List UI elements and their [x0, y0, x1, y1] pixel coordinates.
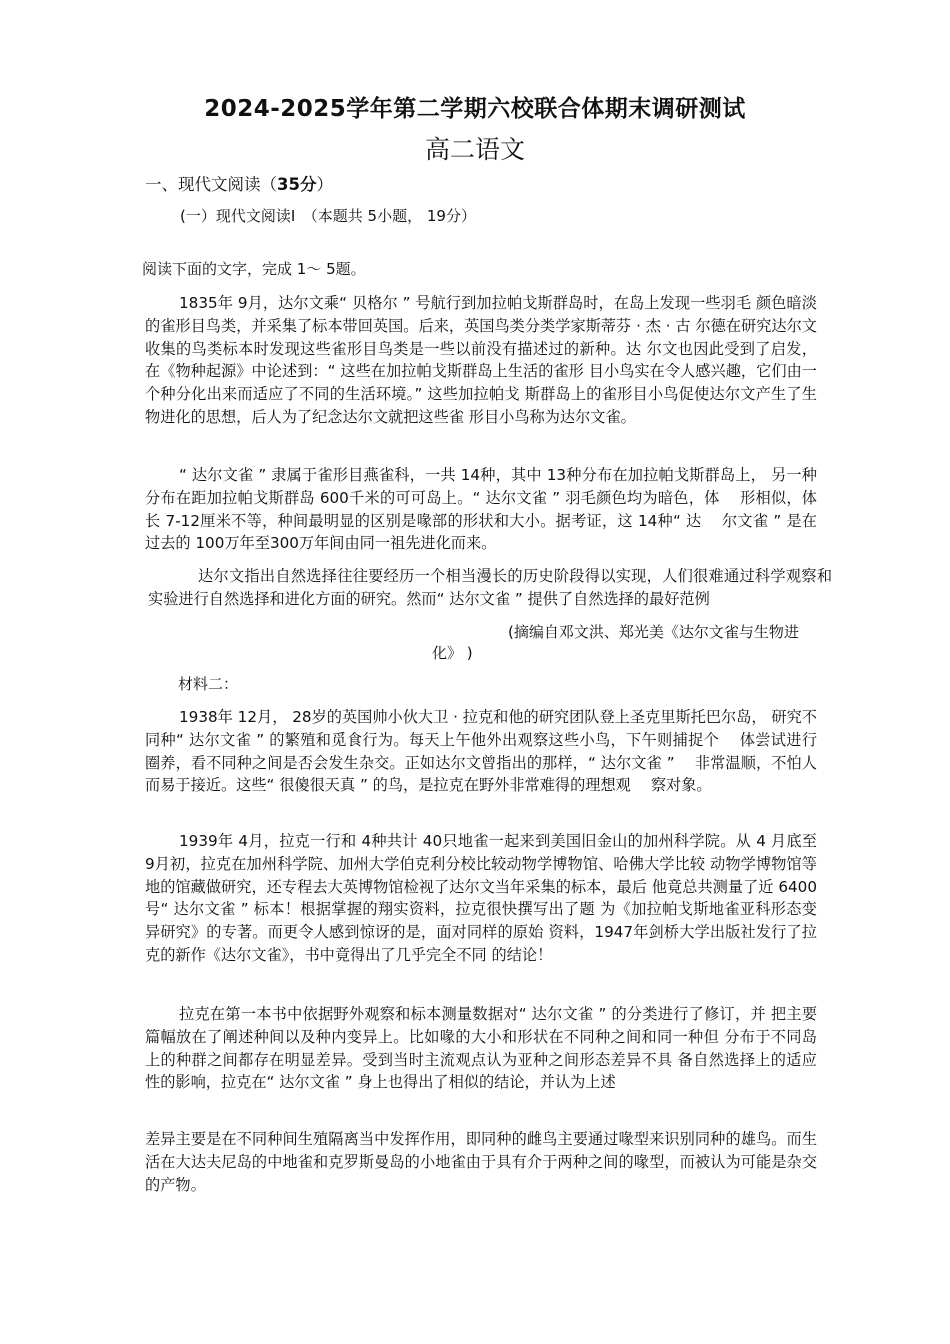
material-two-paragraph-3: 拉克在第一本书中依据野外观察和标本测量数据对“ 达尔文雀 ” 的分类进行了修订，并 把主要篇幅放在了阐述种间以及种内变异上。比如喙的大小和形状在不同种之间和同一种但 分布于不同岛上的种群之间都存在明显差异。受到当时主流观点认为亚种之间形态差异不具 备自然选择上的适应性的影响，拉克在“ 达尔文雀 ” 身上也得出了相似的结论，并认为上述 [145, 1005, 818, 1092]
material-two-paragraph-4: 差异主要是在不同种间生殖隔离当中发挥作用，即同种的雌鸟主要通过喙型来识别同种的雄鸟。而生活在大达夫尼岛的中地雀和克罗斯曼岛的小地雀由于具有介于两种之间的喙型，而被认为可能是杂交的产物。 [145, 1130, 817, 1194]
passage-paragraph-3: 达尔文指出自然选择往往要经历一个相当漫长的历史阶段得以实现，人们很难通过科学观察和实验进行自然选择和进化方面的研究。然而“ 达尔文雀 ” 提供了自然选择的最好范例 [148, 567, 832, 608]
material-two-paragraph-1: 1938年 12月， 28岁的英国帅小伙大卫 · 拉克和他的研究团队登上圣克里斯托巴尔岛， 研究不同种“ 达尔文雀 ” 的繁殖和觅食行为。每天上午他外出观察这些小鸟，下午则捕捉个 体尝试进行圈养，看不同种之间是否会发生杂交。正如达尔文曾指出的那样，“ 达尔文雀 ” 非常温顺，不怕人而易于接近。这些“ 很傻很天真 ” 的鸟，是拉克在野外非常难得的理想观 察对象。 [145, 708, 817, 795]
subsection-heading: (一）现代文阅读Ⅰ （本题共 5小题， 19分） [180, 207, 476, 225]
exam-title: 2024-2025学年第二学期六校联合体期末调研测试 [204, 96, 746, 122]
passage-citation: (摘编自邓文洪、郑光美《达尔文雀与生物进化》 ) [432, 623, 799, 662]
reading-instruction: 阅读下面的文字，完成 1～ 5题。 [142, 260, 366, 278]
section-heading-prefix: 一、现代文阅读（ [145, 175, 277, 194]
subject-title: 高二语文 [424, 135, 525, 164]
section-heading [145, 171, 333, 195]
material-two-paragraph-2: 1939年 4月，拉克一行和 4种共计 40只地雀一起来到美国旧金山的加州科学院。从 4 月底至 9月初，拉克在加州科学院、加州大学伯克利分校比较动物学博物馆、哈佛大学比较 动物学博物馆等地的馆藏做研究，还专程去大英博物馆检视了达尔文当年采集的标本，最后 他竟总共测量了近 6400号“ 达尔文雀 ” 标本！根据掌握的翔实资料，拉克很快撰写出了题 为《加拉帕戈斯地雀亚科形态变异研究》的专著。而更令人感到惊讶的是，面对同样的原始 资料，1947年剑桥大学出版社发行了拉克的新作《达尔文雀》，书中竟得出了几乎完全不同 的结论！ [145, 832, 817, 964]
material-two-label: 材料二： [178, 675, 239, 693]
passage-paragraph-1: 1835年 9月，达尔文乘“ 贝格尔 ” 号航行到加拉帕戈斯群岛时，在岛上发现一些羽毛 颜色暗淡的雀形目鸟类，并采集了标本带回英国。后来，英国鸟类分类学家斯蒂芬 · 杰 · 古 尔德在研究达尔文收集的鸟类标本时发现这些雀形目鸟类是一些以前没有描述过的新种。达 尔文也因此受到了启发，在《物种起源》中论述到：“ 这些在加拉帕戈斯群岛上生活的雀形 目小鸟实在令人感兴趣，它们由一个种分化出来而适应了不同的生活环境。” 这些加拉帕戈 斯群岛上的雀形目小鸟促使达尔文产生了生物进化的思想，后人为了纪念达尔文就把这些雀 形目小鸟称为达尔文雀。 [145, 294, 817, 426]
section-heading-suffix: ） [316, 175, 333, 194]
section-heading-score: 35分 [277, 175, 317, 194]
passage-paragraph-2: “ 达尔文雀 ” 隶属于雀形目燕雀科，一共 14种，其中 13种分布在加拉帕戈斯群岛上， 另一种分布在距加拉帕戈斯群岛 600千米的可可岛上。“ 达尔文雀 ” 羽毛颜色均为暗色，体 形相似，体长 7-12厘米不等，种间最明显的区别是喙部的形状和大小。据考证，这 14种“ 达 尔文雀 ” 是在过去的 100万年至300万年间由同一祖先进化而来。 [145, 466, 817, 553]
